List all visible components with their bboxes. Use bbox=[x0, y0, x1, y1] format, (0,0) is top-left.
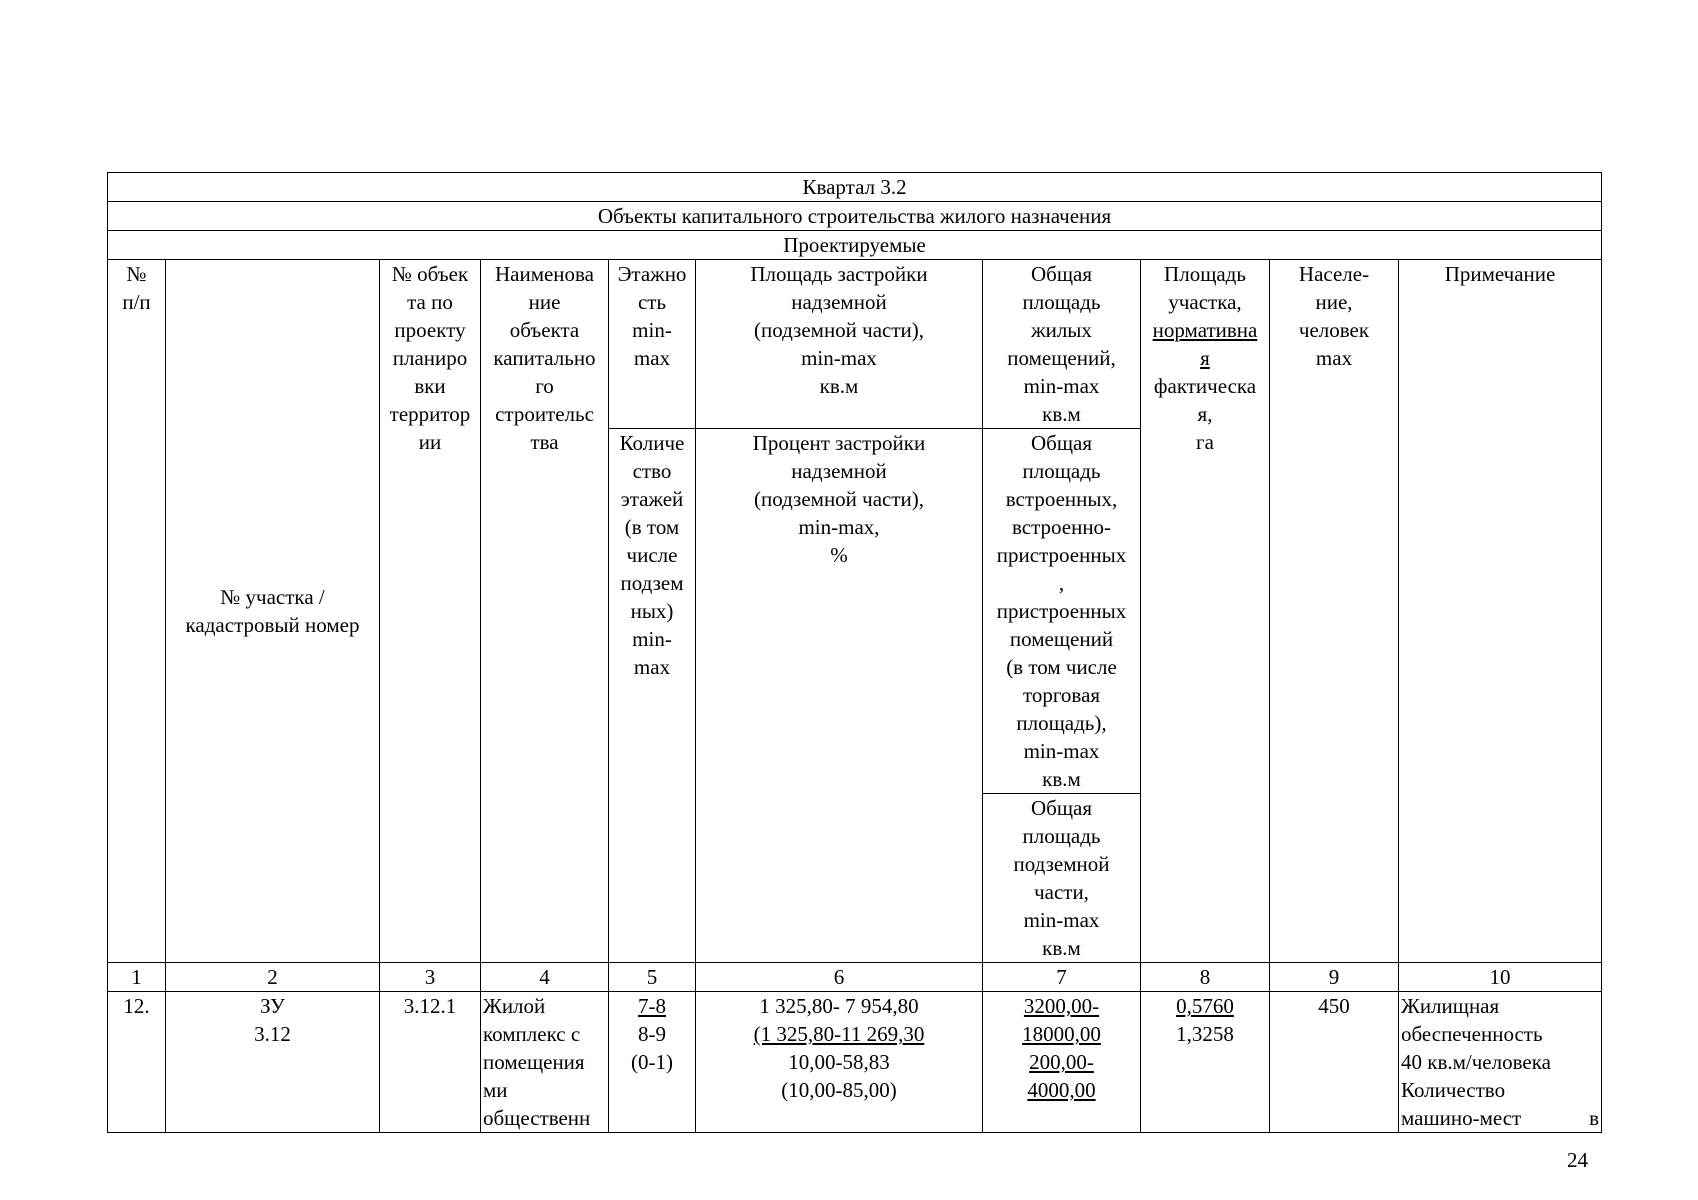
row-floors-count: 8-9 (0-1) bbox=[631, 1022, 673, 1074]
row-living-range: 3200,00- 18000,00 bbox=[1022, 994, 1101, 1046]
row-build-area-above: 1 325,80- 7 954,80 bbox=[759, 994, 919, 1018]
subsection-title: Проектируемые bbox=[108, 231, 1602, 260]
header-build-percent: Процент застройки надземной (подземной части), min-max, % bbox=[696, 429, 983, 963]
column-number-row bbox=[108, 963, 1602, 992]
row-plot-area-actual: 1,3258 bbox=[1176, 1022, 1234, 1046]
header-object: № объек та по проекту планиро вки территор ии bbox=[380, 260, 481, 963]
row-living-area bbox=[983, 992, 1141, 1133]
header-build-area: Площадь застройки надземной (подземной части), min-max кв.м bbox=[696, 260, 983, 429]
row-object: 3.12.1 bbox=[380, 992, 481, 1133]
row-population: 450 bbox=[1270, 992, 1399, 1133]
row-build-area-below: (1 325,80-11 269,30 bbox=[753, 1022, 925, 1046]
col-number: 5 bbox=[609, 963, 696, 992]
header-name: Наименова ние объекта капитально го строительс тва bbox=[481, 260, 609, 963]
row-plot-area-normative: 0,5760 bbox=[1176, 994, 1234, 1018]
header-builtin-area: Общая площадь встроенных, встроенно- пристроенных , пристроенных помещений (в том числе торговая площадь), min-max кв.м bbox=[983, 429, 1141, 794]
col-number: 10 bbox=[1399, 963, 1602, 992]
header-plot: № участка / кадастровый номер bbox=[166, 260, 380, 963]
page-number: 24 bbox=[1567, 1148, 1588, 1172]
header-plot-area-actual: фактическа я, га bbox=[1153, 374, 1257, 454]
col-number: 1 bbox=[108, 963, 166, 992]
header-underground-area: Общая площадь подземной части, min-max кв.м bbox=[983, 794, 1141, 963]
row-build-percent: 10,00-58,83 (10,00-85,00) bbox=[781, 1050, 897, 1102]
row-note-tail: в bbox=[1589, 1106, 1600, 1130]
row-plot: ЗУ 3.12 bbox=[166, 992, 380, 1133]
col-number: 2 bbox=[166, 963, 380, 992]
col-number: 4 bbox=[481, 963, 609, 992]
row-floors bbox=[609, 992, 696, 1133]
header-population: Населе- ние, человек max bbox=[1270, 260, 1399, 963]
header-plot-area bbox=[1141, 260, 1270, 963]
header-plot-area-label: Площадь участка, bbox=[1164, 262, 1246, 314]
col-number: 9 bbox=[1270, 963, 1399, 992]
header-floors: Этажно сть min- max bbox=[609, 260, 696, 429]
document-table bbox=[107, 172, 1602, 1133]
col-number: 3 bbox=[380, 963, 481, 992]
row-builtin-range: 200,00- 4000,00 bbox=[1027, 1050, 1096, 1102]
row-note bbox=[1399, 992, 1602, 1133]
table-row bbox=[108, 992, 1602, 1133]
row-build-area bbox=[696, 992, 983, 1133]
header-num: № п/п bbox=[108, 260, 166, 963]
section-title: Объекты капитального строительства жилого назначения bbox=[108, 202, 1602, 231]
row-plot-area bbox=[1141, 992, 1270, 1133]
row-note-text: Жилищная обеспеченность 40 кв.м/человека Количество машино-мест bbox=[1401, 994, 1551, 1130]
header-living-area: Общая площадь жилых помещений, min-max кв.м bbox=[983, 260, 1141, 429]
row-floors-range: 7-8 bbox=[638, 994, 666, 1018]
row-num: 12. bbox=[108, 992, 166, 1133]
header-note: Примечание bbox=[1399, 260, 1602, 963]
col-number: 6 bbox=[696, 963, 983, 992]
header-floors-count: Количе ство этажей (в том числе подзем ных) min- max bbox=[609, 429, 696, 963]
col-number: 7 bbox=[983, 963, 1141, 992]
col-number: 8 bbox=[1141, 963, 1270, 992]
quarter-title: Квартал 3.2 bbox=[108, 173, 1602, 202]
header-plot-area-normative: нормативна я bbox=[1152, 318, 1258, 370]
row-name: Жилой комплекс с помещения ми общественн bbox=[481, 992, 609, 1133]
